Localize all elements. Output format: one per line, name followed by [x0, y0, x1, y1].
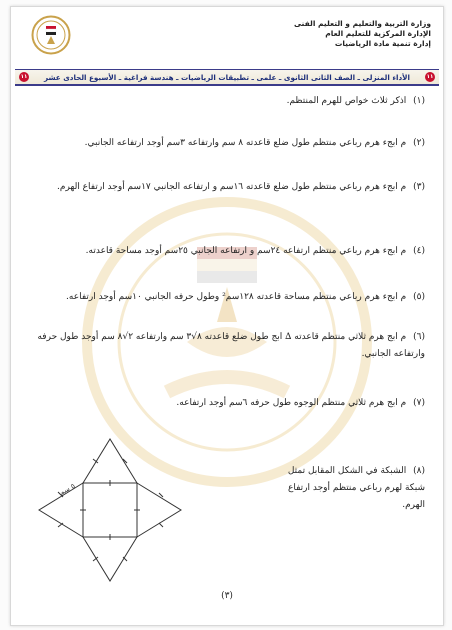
- question-number: (٦): [413, 332, 425, 342]
- page-header: [19, 13, 435, 63]
- banner-title: الأداء المنزلى ـ الصف الثانى الثانوى ـ علمى ـ تطبيقات الرياضيات ـ هندسة فراغية ـ الأسبوع الحادى عشر: [44, 72, 410, 82]
- question-text: الشبكة في الشكل المقابل تمثل شبكة لهرم رباعي منتظم أوجد ارتفاع الهرم.: [287, 466, 425, 510]
- pyramid-net-figure: [35, 435, 185, 585]
- net-face-top: [83, 439, 137, 483]
- question-number: (١): [413, 96, 425, 106]
- question-6: [33, 329, 425, 363]
- question-1: [33, 93, 425, 110]
- net-edge-label: ٥ سم: [58, 481, 77, 497]
- question-text: م ابجء هرم رباعي منتظم مساحة قاعدته ١٢٨سم² وطول حرفه الجانبي ١٠سم أوجد ارتفاعه.: [66, 292, 407, 302]
- question-number: (٢): [413, 138, 425, 148]
- question-8: [275, 463, 425, 514]
- ministry-logo: [31, 15, 71, 55]
- net-base-square: [83, 483, 137, 537]
- question-5: [33, 289, 425, 306]
- question-number: (٥): [413, 292, 425, 302]
- question-text: م ابجء هرم رباعي منتظم طول ضلع قاعدته ١٦سم و ارتفاعه الجانبي ١٧سم أوجد ارتفاع الهرم.: [57, 182, 407, 192]
- page-number: (٣): [221, 591, 233, 601]
- ministry-name-block: [191, 19, 431, 49]
- week-badge-right: ١١: [426, 74, 434, 80]
- ministry-line-1: وزارة التربية والتعليم و التعليم الفنى: [293, 19, 431, 28]
- question-number: (٧): [413, 398, 425, 408]
- question-text: اذكر ثلاث خواص للهرم المنتظم.: [286, 96, 407, 106]
- question-4: [33, 243, 425, 260]
- question-text: م ابج هرم ثلاثي منتظم قاعدته ∆ ابج طول ضلع قاعدته ٨√٣ سم وارتفاعه ٢√٨ سم أوجد طول حرفه وارتفاعه الجانبي.: [37, 332, 425, 359]
- question-text: م ابجء هرم رباعي منتظم طول ضلع قاعدته ٨ سم وارتفاعه ٣سم أوجد ارتفاعه الجانبي.: [84, 138, 407, 148]
- question-number: (٨): [413, 466, 425, 476]
- question-7: [33, 395, 425, 412]
- net-face-bottom: [83, 537, 137, 581]
- ministry-line-3: إدارة تنمية مادة الرياضيات: [334, 39, 431, 48]
- question-2: [33, 135, 425, 152]
- question-number: (٤): [413, 246, 425, 256]
- question-3: [33, 179, 425, 196]
- ministry-line-2: الإدارة المركزية للتعليم العام: [325, 29, 431, 38]
- question-number: (٣): [413, 182, 425, 192]
- document-page: [10, 6, 444, 626]
- title-banner: [15, 69, 439, 86]
- week-badge-left: ١١: [20, 74, 28, 80]
- net-face-right: [137, 483, 181, 537]
- question-text: م ابج هرم ثلاثي منتظم الوجوه طول حرفه ٦سم أوجد ارتفاعه.: [176, 398, 407, 408]
- question-text: م ابجء هرم رباعي منتظم ارتفاعه ٢٤سم و ارتفاعه الجانبي ٢٥سم أوجد مساحة قاعدته.: [85, 246, 407, 256]
